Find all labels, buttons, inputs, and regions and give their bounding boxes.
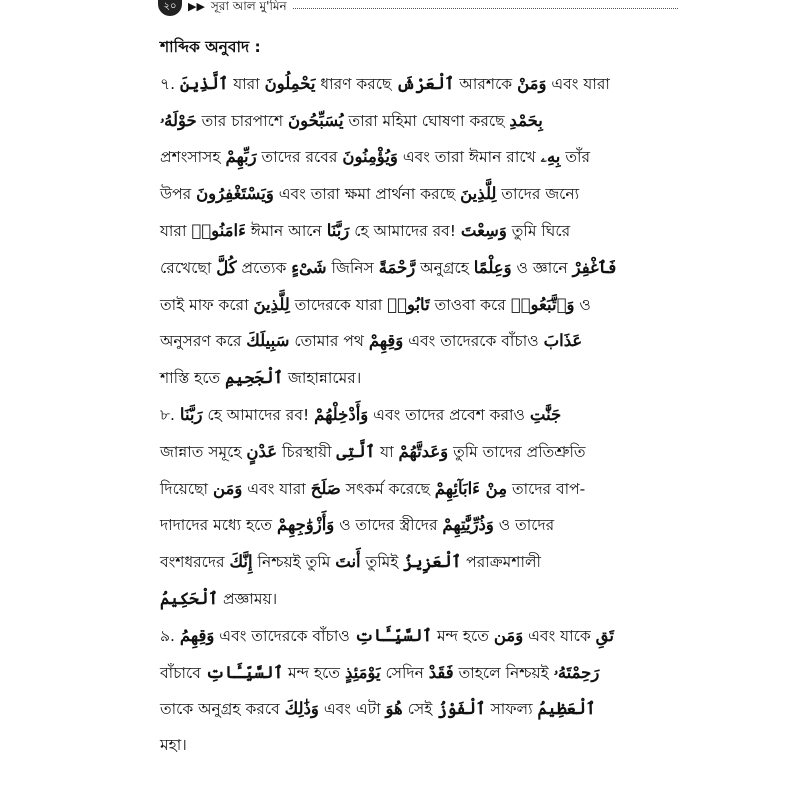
arabic-word: عَدْنٍ <box>246 441 278 461</box>
translation-line <box>160 471 646 508</box>
bengali-text: তাদের বাপ- <box>507 479 586 498</box>
bengali-text: মন্দ হতে <box>283 663 345 682</box>
bengali-text: মহা। <box>160 736 187 755</box>
bengali-text: ৭. <box>160 74 180 93</box>
arabic-word: وَسِعْتَ <box>460 220 507 240</box>
bengali-text: হে আমাদের রব! <box>202 405 315 424</box>
translation-line <box>160 103 646 140</box>
translation-line <box>160 287 646 324</box>
bengali-text: চিরস্থায়ী <box>277 442 337 461</box>
bengali-text: তুমি তাদের প্রতিশ্রুতি <box>448 442 586 461</box>
arabic-word: وَيَسْتَغْفِرُونَ <box>196 184 274 204</box>
bengali-text: দাদাদের মধ্যে হতে <box>160 516 277 535</box>
bengali-text: ধারণ করছে <box>315 74 397 93</box>
bengali-text: দিয়েছো <box>160 479 213 498</box>
bengali-text: ৮. <box>160 405 180 424</box>
bengali-text: তুমিই <box>360 553 404 572</box>
translation-line <box>160 176 646 213</box>
bengali-text: ও তাদের স্ত্রীদের <box>334 516 443 535</box>
bengali-text: এবং তারা ক্ষমা প্রার্থনা করছে <box>273 185 461 204</box>
arabic-word: وَأَزْوَٰجِهِمْ <box>276 515 335 535</box>
translation-line <box>160 691 646 728</box>
bengali-text: তাহলে নিশ্চয়ই <box>453 663 554 682</box>
arabic-word: يَوْمَئِذٍ <box>344 662 381 682</box>
arabic-word: هُوَ <box>385 699 403 719</box>
arabic-word: رَحِمْتَهُۥ <box>553 662 600 682</box>
arabic-word: جَنَّٰتِ <box>529 404 562 424</box>
bengali-text: সৎকর্ম করেছে <box>340 479 435 498</box>
double-arrow-icon: ▶▶ <box>188 0 205 13</box>
translation-body <box>160 30 646 764</box>
bengali-text: ও জ্ঞানে <box>511 258 573 277</box>
bengali-text: জিনিস <box>326 258 379 277</box>
bengali-text: উপর <box>160 185 197 204</box>
bengali-text: অনুসরণ করে <box>160 332 247 351</box>
bengali-text: তাঁর <box>560 148 590 167</box>
arabic-word: شَىْءٍ <box>291 257 327 277</box>
translation-line <box>160 544 646 581</box>
arabic-word: بِحَمْدِ <box>509 110 543 130</box>
bengali-text: তাদের রবের <box>256 148 343 167</box>
arabic-word: وَعِلْمًا <box>473 257 512 277</box>
arabic-word: بِهِۦ <box>540 147 561 167</box>
arabic-word: رَّحْمَةً <box>378 257 416 277</box>
bengali-text: এবং তাদেরকে বাঁচাও <box>214 626 355 645</box>
arabic-word: وَيُؤْمِنُونَ <box>342 147 398 167</box>
bengali-text: তাকে অনুগ্রহ করবে <box>160 700 285 719</box>
bengali-text: তাই মাফ করো <box>160 295 254 314</box>
arabic-word: فَٱغْفِرْ <box>572 257 617 277</box>
bengali-text: মন্দ হতে <box>432 626 494 645</box>
bengali-text: যা <box>375 442 399 461</box>
arabic-word: ٱلْجَحِيمِ <box>225 368 284 388</box>
bengali-text: তোমার পথ <box>289 332 369 351</box>
bengali-text: সেদিন <box>380 663 429 682</box>
bengali-text: প্রশংসাসহ <box>160 148 226 167</box>
translation-lines <box>160 66 646 764</box>
arabic-word: يَحْمِلُونَ <box>264 73 316 93</box>
arabic-word: إِنَّكَ <box>229 552 253 572</box>
arabic-word: فَقَدْ <box>428 662 454 682</box>
bengali-text: এবং তাদেরকে বাঁচাও <box>403 332 544 351</box>
arabic-word: وَأَدْخِلْهُمْ <box>314 404 369 424</box>
translation-line <box>160 507 646 544</box>
bengali-text: তাদের জন্যে <box>496 185 580 204</box>
arabic-word: وَٱتَّبَعُوا۟ <box>510 294 575 314</box>
bengali-text: তাদেরকে যারা <box>289 295 388 314</box>
arabic-word: وَمَن <box>493 625 524 645</box>
arabic-word: ٱلسَّيِّـَٔاتِ <box>354 625 433 645</box>
translation-line <box>160 360 646 397</box>
arabic-word: ٱلْعَظِيمُ <box>537 699 596 719</box>
arabic-word: ٱلَّذِينَ <box>179 73 229 93</box>
arabic-word: لِلَّذِينَ <box>460 184 497 204</box>
bengali-text: এবং তারা ঈমান রাখে <box>397 148 541 167</box>
arabic-word: ٱلْحَكِيمُ <box>160 588 219 608</box>
page-number-badge: ২০ <box>158 0 182 16</box>
translation-line <box>160 323 646 360</box>
arabic-word: وَذَٰلِكَ <box>284 699 319 719</box>
arabic-word: وَذُرِّيَّٰتِهِمْ <box>442 515 494 535</box>
arabic-word: حَوْلَهُۥ <box>160 110 197 130</box>
section-heading: শাব্দিক অনুবাদ : <box>160 38 261 56</box>
bengali-text: সেই <box>402 700 438 719</box>
translation-line <box>160 139 646 176</box>
bengali-text: শাস্তি হতে <box>160 369 226 388</box>
arabic-word: تَابُوا۟ <box>387 294 430 314</box>
arabic-word: عَذَابَ <box>543 331 583 351</box>
bengali-text: অনুগ্রহে <box>415 258 474 277</box>
arabic-word: وَمَنْ <box>517 73 547 93</box>
bengali-text: ঈমান আনে <box>245 221 327 240</box>
bengali-text: পরাক্রমশালী <box>461 553 541 572</box>
translation-line <box>160 434 646 471</box>
arabic-word: لِلَّذِينَ <box>253 294 290 314</box>
bengali-text: এবং তাদের প্রবেশ করাও <box>368 405 530 424</box>
arabic-word: أَنتَ <box>335 552 361 572</box>
bengali-text: এবং যারা <box>546 74 610 93</box>
bengali-text: আরশকে <box>454 74 518 93</box>
arabic-word: ٱلَّتِى <box>336 441 376 461</box>
arabic-word: ٱلْعَرْشَ <box>396 73 455 93</box>
bengali-text: এবং যাকে <box>523 626 596 645</box>
bengali-text: প্রত্যেক <box>236 258 292 277</box>
bengali-text: হে আমাদের রব! <box>349 221 461 240</box>
arabic-word: رَبَّنَا <box>326 220 350 240</box>
bengali-text: প্রজ্ঞাময়। <box>218 589 278 608</box>
arabic-word: سَبِيلَكَ <box>246 331 290 351</box>
bengali-text: তুমি ঘিরে <box>506 221 571 240</box>
bengali-text: ও তাদের <box>493 516 555 535</box>
arabic-word: ٱلْعَزِيزُ <box>403 552 462 572</box>
bengali-text: যারা <box>228 74 265 93</box>
arabic-word: يُسَبِّحُونَ <box>287 110 344 130</box>
arabic-word: وَعَدتَّهُمْ <box>398 441 449 461</box>
translation-line <box>160 397 646 434</box>
bengali-text: নিশ্চয়ই তুমি <box>252 553 336 572</box>
bengali-text: ৯. <box>160 626 180 645</box>
translation-line <box>160 66 646 103</box>
arabic-word: كُلَّ <box>216 257 237 277</box>
arabic-word: وَمَن <box>212 478 243 498</box>
page-header <box>158 0 678 22</box>
arabic-word: رَبَّنَا <box>179 404 203 424</box>
arabic-word: مِنْ ءَابَآئِهِمْ <box>434 478 508 498</box>
bengali-text: যারা <box>160 221 192 240</box>
translation-line <box>160 581 646 618</box>
bengali-text: সাফল্য <box>485 700 538 719</box>
arabic-word: وَقِهِمُ <box>179 625 215 645</box>
bengali-text: বংশধরদের <box>160 553 230 572</box>
bengali-text: এবং এটা <box>318 700 386 719</box>
surah-title: সূরা আল মু'মিন <box>210 0 287 13</box>
bengali-text: তার চারপাশে <box>196 111 288 130</box>
arabic-word: ٱلْفَوْزُ <box>437 699 486 719</box>
bengali-text: এবং যারা <box>242 479 311 498</box>
arabic-word: ءَامَنُوا۟ <box>191 220 246 240</box>
bengali-text: বাঁচাবে <box>160 663 206 682</box>
bengali-text: তারা মহিমা ঘোষণা করছে <box>343 111 510 130</box>
translation-line <box>160 728 646 764</box>
translation-line <box>160 250 646 287</box>
dotted-leader <box>293 0 678 9</box>
arabic-word: تَقِ <box>595 625 614 645</box>
arabic-word: رَبِّهِمْ <box>225 147 257 167</box>
arabic-word: ٱلسَّيِّـَٔاتِ <box>205 662 284 682</box>
bengali-text: জাহান্নামের। <box>283 369 362 388</box>
bengali-text: রেখেছো <box>160 258 217 277</box>
bengali-text: ও <box>574 295 591 314</box>
translation-line <box>160 655 646 692</box>
bengali-text: তাওবা করে <box>429 295 511 314</box>
translation-line <box>160 213 646 250</box>
arabic-word: صَلَحَ <box>310 478 341 498</box>
bengali-text: জান্নাত সমূহে <box>160 442 247 461</box>
translation-line <box>160 618 646 655</box>
arabic-word: وَقِهِمْ <box>368 331 404 351</box>
